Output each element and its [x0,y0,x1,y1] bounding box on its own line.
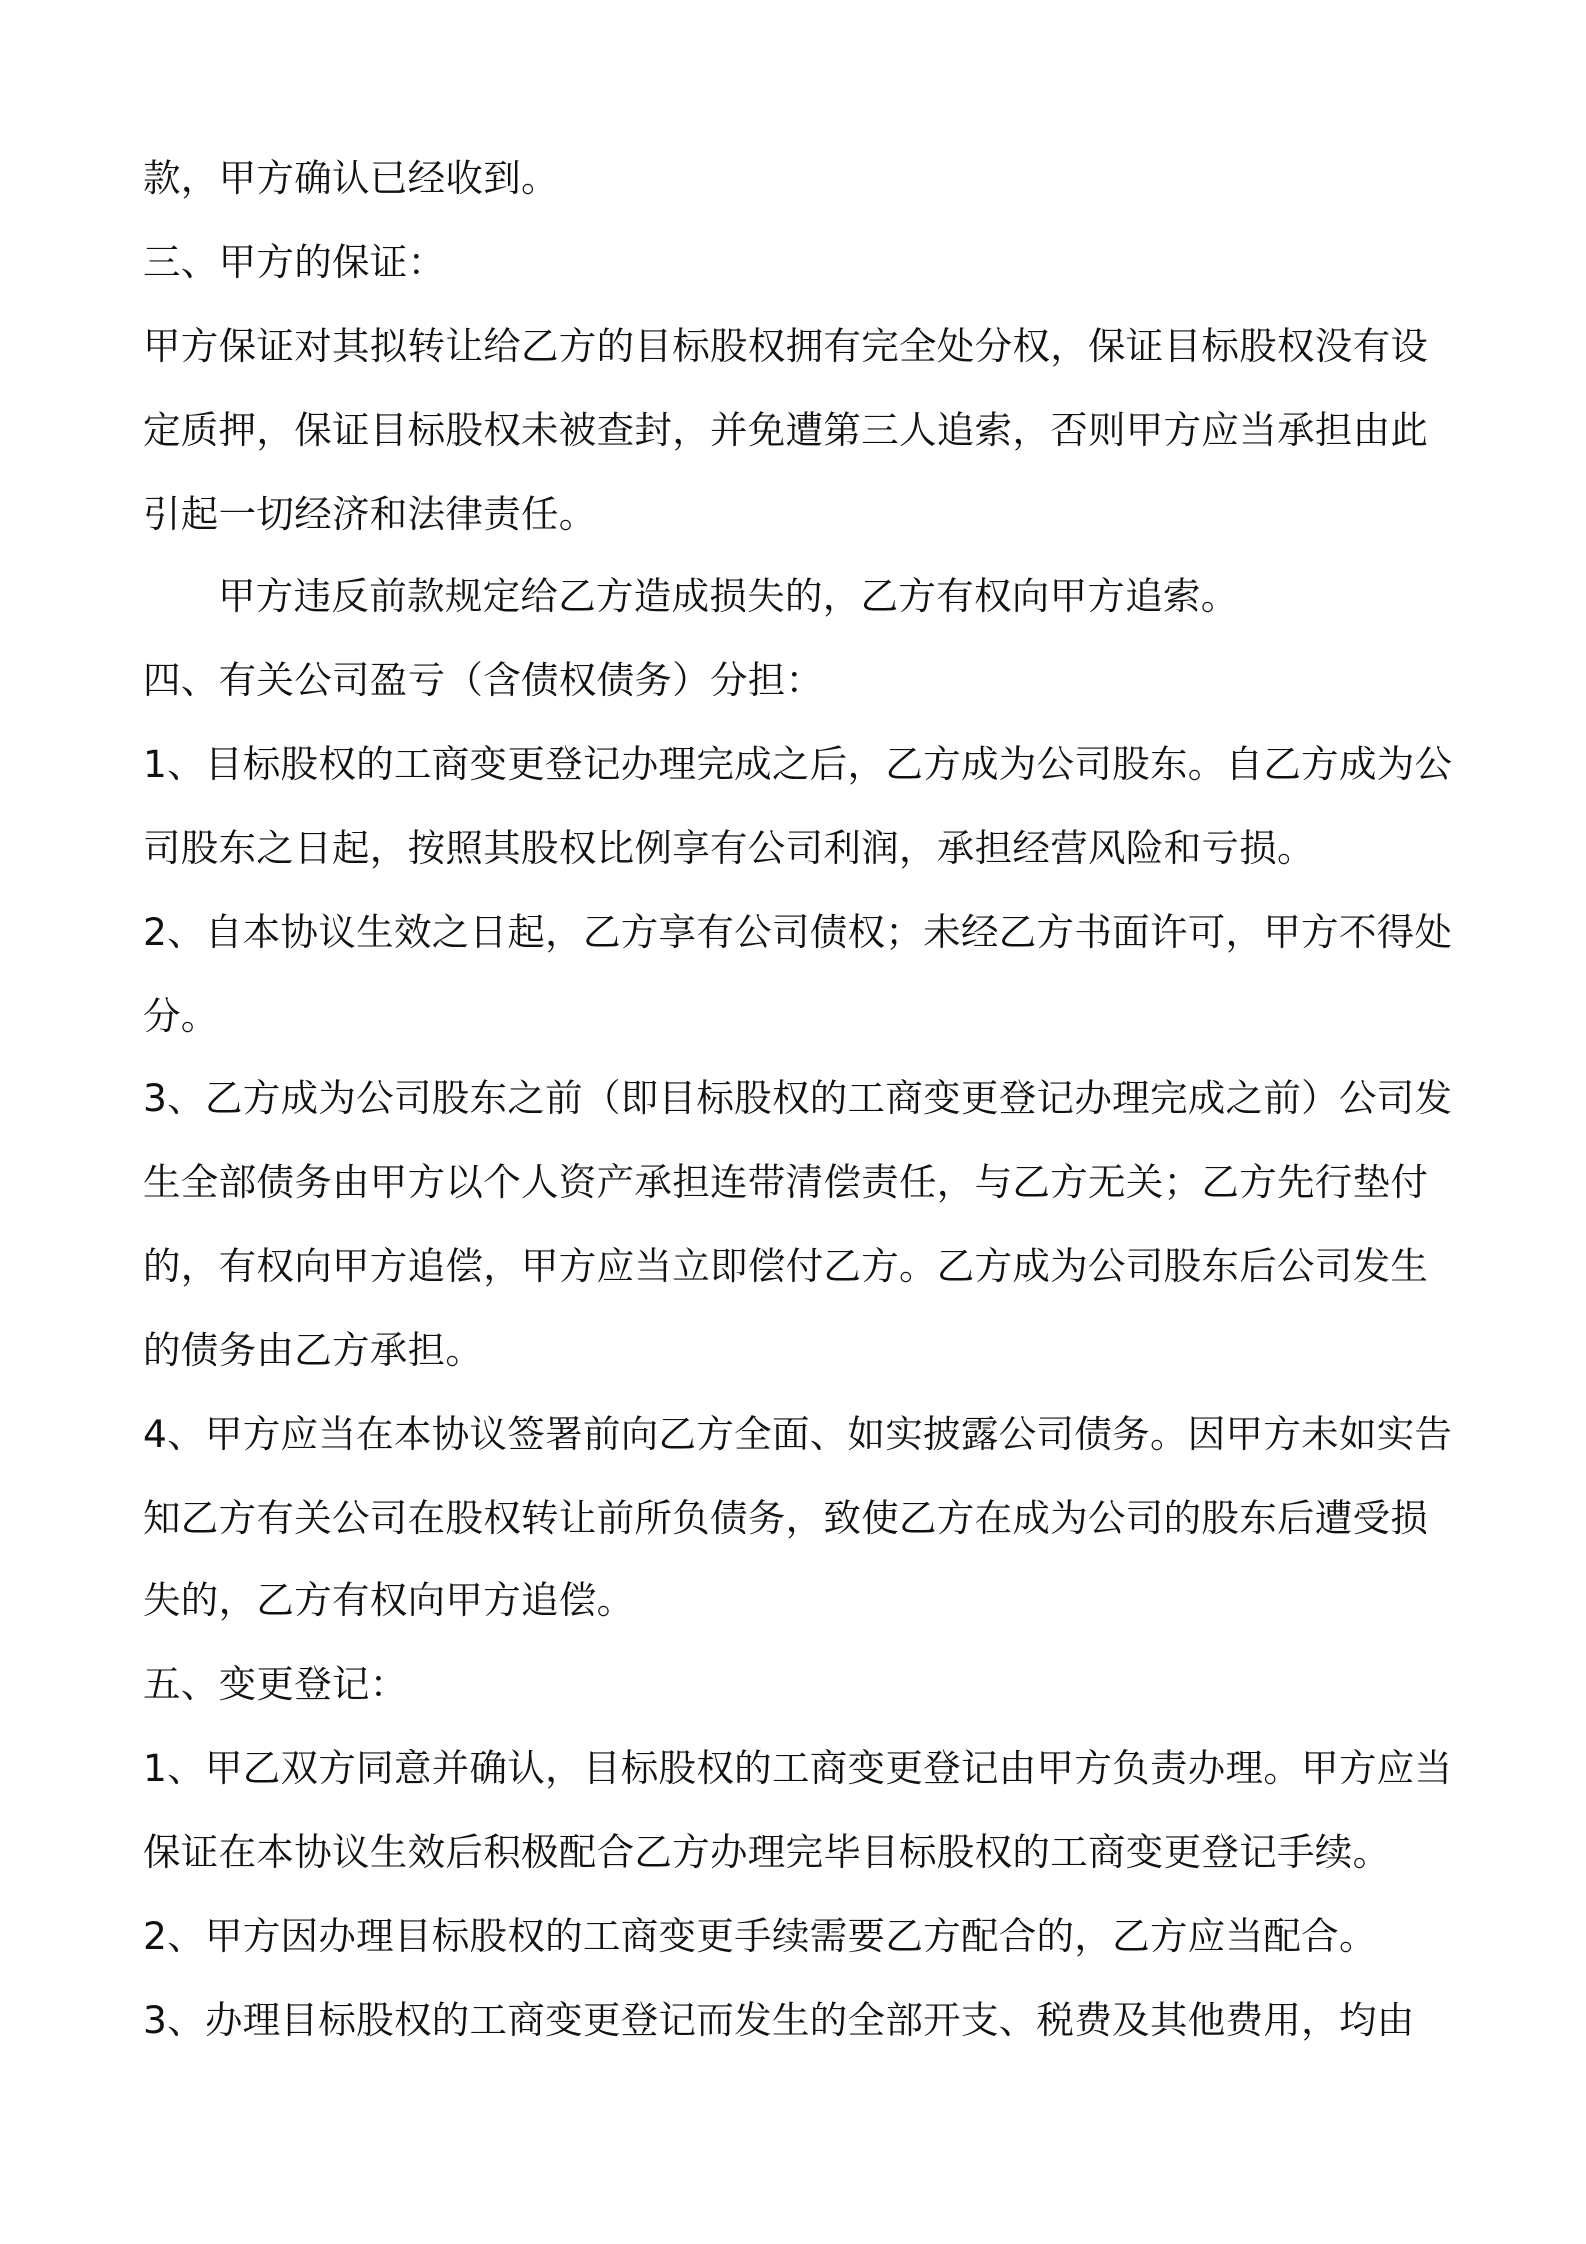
text-line: 定质押，保证目标股权未被查封，并免遭第三人追索，否则甲方应当承担由此 [143,408,1429,452]
text-line: 司股东之日起，按照其股权比例享有公司利润，承担经营风险和亏损。 [143,826,1315,870]
text-line: 2、甲方因办理目标股权的工商变更手续需要乙方配合的，乙方应当配合。 [143,1914,1377,1958]
text-line: 4、甲方应当在本协议签署前向乙方全面、如实披露公司债务。因甲方未如实告 [143,1412,1453,1456]
text-line: 3、乙方成为公司股东之前（即目标股权的工商变更登记办理完成之前）公司发 [143,1076,1453,1120]
text-line: 生全部债务由甲方以个人资产承担连带清偿责任，与乙方无关；乙方先行垫付 [143,1160,1429,1204]
section-heading: 三、甲方的保证： [143,240,446,284]
text-line: 款，甲方确认已经收到。 [143,156,559,200]
text-line: 分。 [143,994,219,1038]
text-line: 3、办理目标股权的工商变更登记而发生的全部开支、税费及其他费用，均由 [143,1998,1415,2042]
text-line: 知乙方有关公司在股权转让前所负债务，致使乙方在成为公司的股东后遭受损 [143,1496,1429,1540]
text-line: 的，有权向甲方追偿，甲方应当立即偿付乙方。乙方成为公司股东后公司发生 [143,1244,1429,1288]
text-line: 失的，乙方有权向甲方追偿。 [143,1578,635,1622]
text-line: 的债务由乙方承担。 [143,1328,484,1372]
section-heading: 五、变更登记： [143,1662,408,1706]
text-line: 2、自本协议生效之日起，乙方享有公司债权；未经乙方书面许可，甲方不得处 [143,910,1453,954]
text-line: 甲方违反前款规定给乙方造成损失的，乙方有权向甲方追索。 [218,574,1239,618]
text-line: 甲方保证对其拟转让给乙方的目标股权拥有完全处分权，保证目标股权没有设 [143,324,1429,368]
text-line: 1、甲乙双方同意并确认，目标股权的工商变更登记由甲方负责办理。甲方应当 [143,1746,1453,1790]
text-line: 引起一切经济和法律责任。 [143,492,597,536]
text-line: 保证在本协议生效后积极配合乙方办理完毕目标股权的工商变更登记手续。 [143,1830,1391,1874]
section-heading: 四、有关公司盈亏（含债权债务）分担： [143,658,824,702]
text-line: 1、目标股权的工商变更登记办理完成之后，乙方成为公司股东。自乙方成为公 [143,742,1453,786]
